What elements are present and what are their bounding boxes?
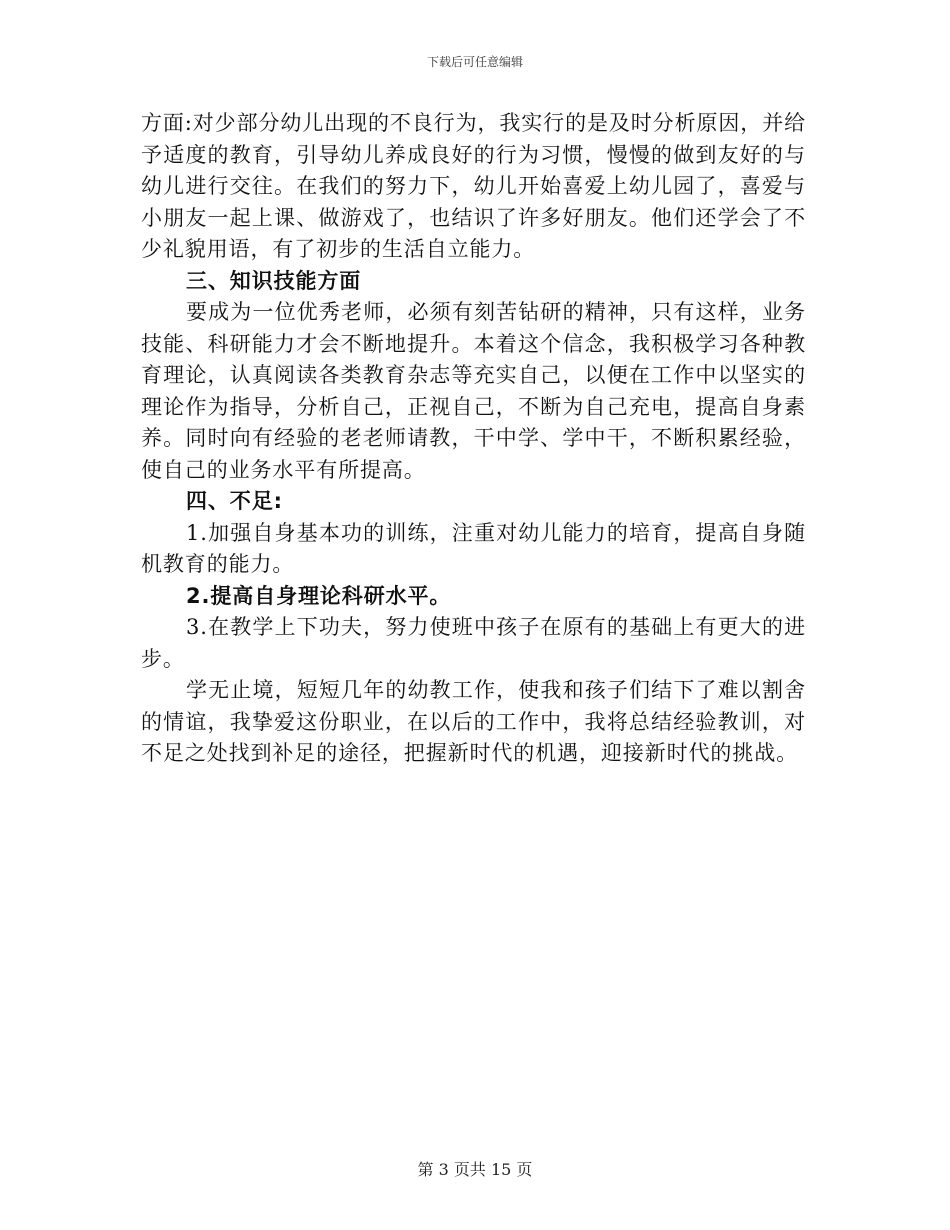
section-heading-shortcomings: 四、不足: <box>186 489 283 513</box>
document-body <box>141 108 806 770</box>
section-heading-skills: 三、知识技能方面 <box>186 268 362 293</box>
shortcoming-item-2: 2.提高自身理论科研水平。 <box>186 583 452 608</box>
shortcoming-item-1: 1.加强自身基本功的训练，注重对幼儿能力的培育，提高自身随机教育的能力。 <box>141 520 806 576</box>
paragraph-conclusion: 学无止境，短短几年的幼教工作，使我和孩子们结下了难以割舍的情谊，我挚爱这份职业，在以后的工作中，我将总结经验教训，对不足之处找到补足的途径，把握新时代的机遇，迎接新时代的挑战。 <box>141 678 806 765</box>
page-header: 下载后可任意编辑 <box>426 55 523 69</box>
page-number: 第 3 页共 15 页 <box>417 1160 533 1179</box>
paragraph-behavior: 方面:对少部分幼儿出现的不良行为，我实行的是及时分析原因，并给予适度的教育，引导幼儿养成良好的行为习惯，慢慢的做到友好的与幼儿进行交往。在我们的努力下，幼儿开始喜爱上幼儿园了，喜爱与小朋友一起上课、做游戏了，也结识了许多好朋友。他们还学会了不少礼貌用语，有了初步的生活自立能力。 <box>141 111 806 261</box>
shortcoming-item-3: 3.在教学上下功夫，努力使班中孩子在原有的基础上有更大的进步。 <box>141 615 806 671</box>
paragraph-skills: 要成为一位优秀老师，必须有刻苦钻研的精神，只有这样，业务技能、科研能力才会不断地提升。本着这个信念，我积极学习各种教育理论，认真阅读各类教育杂志等充实自己，以便在工作中以坚实的理论作为指导，分析自己，正视自己，不断为自己充电，提高自身素养。同时向有经验的老老师请教，干中学、学中干，不断积累经验，使自己的业务水平有所提高。 <box>141 300 806 482</box>
